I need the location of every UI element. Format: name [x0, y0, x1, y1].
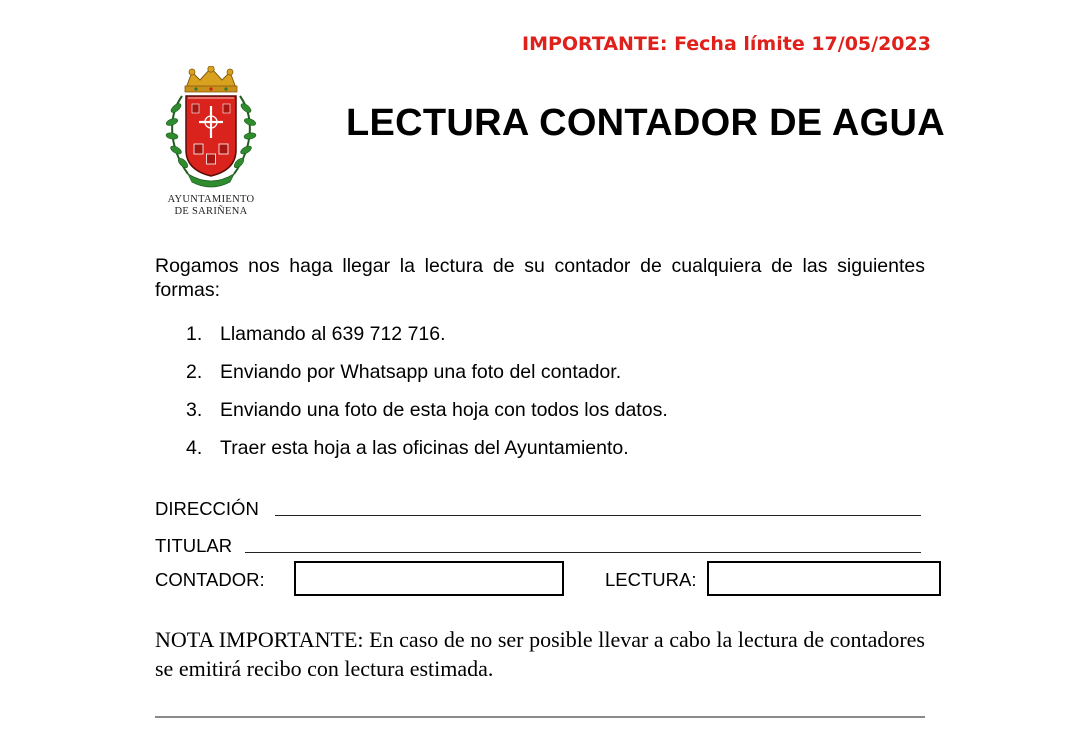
logo-caption — [148, 194, 274, 218]
document-title: LECTURA CONTADOR DE AGUA — [346, 102, 945, 144]
lectura-field[interactable] — [707, 561, 941, 596]
bottom-divider — [155, 716, 925, 718]
logo-caption-line2: DE SARIÑENA — [174, 206, 248, 217]
list-item-text: Traer esta hoja a las oficinas del Ayuntamiento. — [220, 437, 629, 459]
nota-importante: NOTA IMPORTANTE: En caso de no ser posible llevar a cabo la lectura de contadores se emitirá recibo con lectura estimada. — [155, 627, 925, 681]
list-item-text: Enviando por Whatsapp una foto del contador. — [220, 361, 622, 383]
list-item-text: Llamando al 639 712 716. — [220, 323, 446, 345]
list-item — [186, 360, 668, 398]
list-item — [186, 322, 668, 360]
deadline-notice: IMPORTANTE: Fecha límite 17/05/2023 — [522, 33, 931, 55]
titular-field[interactable] — [245, 552, 921, 553]
lectura-label: LECTURA: — [605, 569, 697, 590]
list-item — [186, 398, 668, 436]
coat-of-arms-logo — [158, 66, 264, 190]
list-item-number: 2. — [186, 361, 203, 383]
titular-label: TITULAR — [155, 535, 233, 556]
list-item-number: 1. — [186, 323, 203, 345]
list-item — [186, 436, 668, 474]
list-item-number: 3. — [186, 399, 203, 421]
crown-icon — [185, 66, 237, 92]
list-item-text: Enviando una foto de esta hoja con todos los datos. — [220, 399, 668, 421]
methods-list — [186, 322, 668, 474]
contador-field[interactable] — [294, 561, 564, 596]
direccion-field[interactable] — [275, 515, 921, 516]
logo-caption-line1: AYUNTAMIENTO — [167, 194, 255, 205]
direccion-label: DIRECCIÓN — [155, 498, 259, 519]
intro-paragraph: Rogamos nos haga llegar la lectura de su contador de cualquiera de las siguientes formas: — [155, 255, 925, 301]
list-item-number: 4. — [186, 437, 203, 459]
contador-label: CONTADOR: — [155, 569, 265, 590]
shield-icon — [186, 96, 236, 176]
